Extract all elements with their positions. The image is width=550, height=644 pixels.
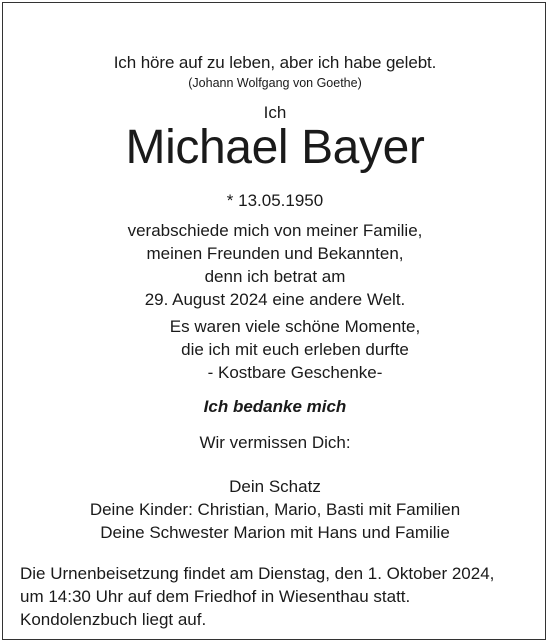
family-line: Deine Kinder: Christian, Mario, Basti mit Familien <box>89 500 461 519</box>
family-line: Dein Schatz <box>229 477 321 496</box>
funeral-line: Kondolenzbuch liegt auf. <box>20 610 207 629</box>
farewell-text <box>0 222 550 314</box>
quote-text: Ich höre auf zu leben, aber ich habe gelebt. <box>113 53 437 72</box>
farewell-line: denn ich betrat am <box>204 267 346 286</box>
funeral-line: Die Urnenbeisetzung findet am Dienstag, den 1. Oktober 2024, <box>20 564 495 583</box>
quote-author: (Johann Wolfgang von Goethe) <box>188 76 362 90</box>
memories-line: die ich mit euch erleben durfte <box>181 340 409 359</box>
memories-text <box>0 318 550 387</box>
funeral-line: um 14:30 Uhr auf dem Friedhof in Wiesenthau statt. <box>20 587 411 606</box>
miss-text: Wir vermissen Dich: <box>199 433 351 452</box>
farewell-line: 29. August 2024 eine andere Welt. <box>144 290 406 309</box>
thanks-heading: Ich bedanke mich <box>203 397 347 416</box>
family-signatures <box>0 478 550 547</box>
deceased-name: Michael Bayer <box>125 121 425 174</box>
birth-date: * 13.05.1950 <box>226 191 324 210</box>
memories-line: Es waren viele schöne Momente, <box>169 317 421 336</box>
farewell-line: verabschiede mich von meiner Familie, <box>127 221 423 240</box>
memories-line: - Kostbare Geschenke- <box>207 363 383 382</box>
farewell-line: meinen Freunden und Bekannten, <box>146 244 404 263</box>
family-line: Deine Schwester Marion mit Hans und Familie <box>100 523 450 542</box>
funeral-info <box>20 562 540 631</box>
intro-word: Ich <box>263 103 287 122</box>
